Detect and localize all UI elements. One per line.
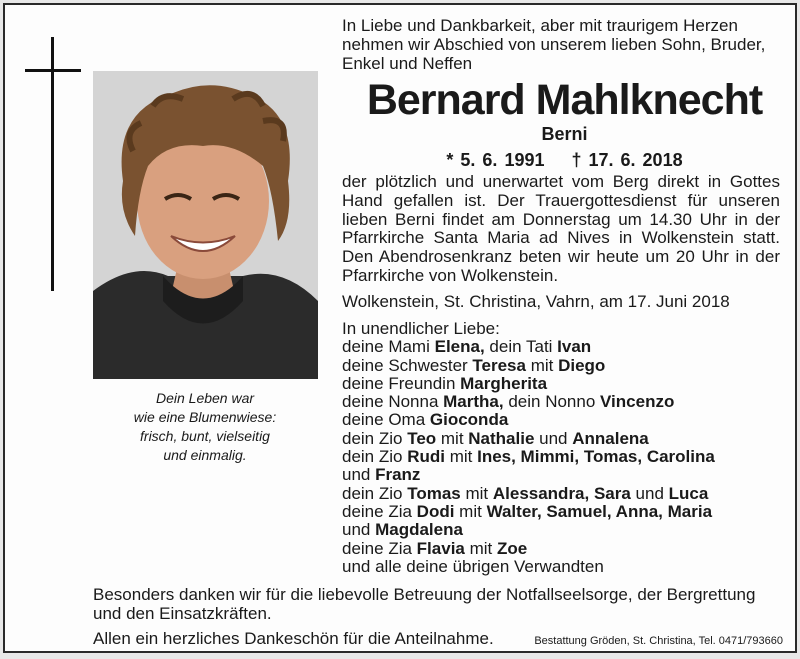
relative-name: Magdalena bbox=[375, 520, 463, 540]
relation: und bbox=[534, 428, 573, 448]
relation: und bbox=[342, 465, 376, 485]
relation: deine Schwester bbox=[342, 355, 473, 375]
relative-name: Ivan bbox=[557, 337, 592, 357]
nickname: Berni bbox=[541, 124, 588, 144]
relation: deine Mami bbox=[342, 337, 435, 357]
family-list bbox=[342, 320, 787, 576]
relative-name: Luca bbox=[668, 483, 709, 503]
relation: und bbox=[342, 520, 376, 540]
family-line bbox=[342, 521, 787, 539]
quote-line: Dein Leben war bbox=[155, 390, 255, 406]
family-lead: In unendlicher Liebe: bbox=[342, 319, 500, 338]
birth-date: * 5. 6. 1991 bbox=[446, 150, 545, 170]
relation: deine Nonna bbox=[342, 392, 444, 412]
family-line bbox=[342, 357, 787, 375]
relative-name: Gioconda bbox=[429, 410, 509, 430]
relation: mit bbox=[454, 501, 487, 521]
relation: dein Zio bbox=[342, 428, 408, 448]
quote-line: frisch, bunt, vielseitig bbox=[140, 428, 270, 444]
relative-name: Walter, Samuel, Anna, Maria bbox=[486, 501, 713, 521]
family-line bbox=[342, 338, 787, 356]
death-notice bbox=[3, 3, 797, 653]
relative-name: Tomas bbox=[407, 483, 461, 503]
relative-name: Teo bbox=[407, 428, 437, 448]
relative-name: Flavia bbox=[416, 538, 465, 558]
cross-icon-vertical bbox=[51, 37, 54, 291]
place-and-date: Wolkenstein, St. Christina, Vahrn, am 17. Juni 2018 bbox=[342, 292, 730, 311]
family-line bbox=[342, 411, 787, 429]
thanks-closing: Allen ein herzliches Dankeschön für die Anteilnahme. bbox=[93, 629, 494, 648]
quote bbox=[109, 389, 301, 465]
quote-line: und einmalig. bbox=[163, 447, 247, 463]
family-closing: und alle deine übrigen Verwandten bbox=[342, 556, 604, 576]
funeral-details: der plötzlich und unerwartet vom Berg direkt in Gottes Hand gefallen ist. Der Trauergottesdienst für unseren lieben Berni findet am Donnerstag um 14.30 Uhr in der Pfarrkirche Santa Maria ad Nives in Wolkenstein statt. Den Abendrosenkranz beten wir heute um 20 Uhr in der Pfarrkirche von Wolkenstein. bbox=[342, 172, 780, 285]
family-line bbox=[342, 503, 787, 521]
relative-name: Ines, Mimmi, Tomas, Carolina bbox=[477, 447, 715, 467]
relation: und bbox=[630, 483, 669, 503]
relation: mit bbox=[460, 483, 493, 503]
relative-name: Teresa bbox=[472, 355, 526, 375]
family-line bbox=[342, 393, 787, 411]
relative-name: Alessandra, Sara bbox=[492, 483, 631, 503]
relation: deine Freundin bbox=[342, 373, 461, 393]
thanks-text: Besonders danken wir für die liebevolle Betreuung der Notfallseelsorge, der Bergrettung und den Einsatzkräften. bbox=[93, 585, 756, 623]
cross-icon-horizontal bbox=[25, 69, 81, 72]
relative-name: Diego bbox=[558, 355, 606, 375]
relative-name: Margherita bbox=[460, 373, 548, 393]
relative-name: Martha, bbox=[443, 392, 504, 412]
relative-name: Nathalie bbox=[468, 428, 535, 448]
family-line bbox=[342, 375, 787, 393]
relation: deine Zia bbox=[342, 538, 417, 558]
death-date: † 17. 6. 2018 bbox=[571, 150, 683, 170]
relation: dein Zio bbox=[342, 483, 408, 503]
family-line bbox=[342, 485, 787, 503]
portrait-illustration bbox=[93, 71, 318, 379]
relation: dein Nonno bbox=[503, 392, 601, 412]
family-line bbox=[342, 448, 787, 466]
family-line bbox=[342, 466, 787, 484]
life-dates bbox=[342, 149, 787, 171]
relative-name: Dodi bbox=[416, 501, 455, 521]
relative-name: Rudi bbox=[407, 447, 445, 467]
relative-name: Vincenzo bbox=[600, 392, 675, 412]
intro-text: In Liebe und Dankbarkeit, aber mit traurigem Herzen nehmen wir Abschied von unserem lieben Sohn, Bruder, Enkel und Neffen bbox=[342, 16, 766, 73]
family-line bbox=[342, 430, 787, 448]
relative-name: Annalena bbox=[572, 428, 649, 448]
relation: mit bbox=[464, 538, 497, 558]
relation: deine Oma bbox=[342, 410, 430, 430]
portrait-photo bbox=[93, 71, 318, 379]
relation: dein Tati bbox=[484, 337, 558, 357]
relation: dein Zio bbox=[342, 447, 408, 467]
relation: mit bbox=[436, 428, 469, 448]
relative-name: Elena, bbox=[434, 337, 485, 357]
deceased-name: Bernard Mahlknecht bbox=[366, 76, 763, 124]
relation: mit bbox=[444, 447, 478, 467]
relative-name: Zoe bbox=[496, 538, 528, 558]
undertaker-info: Bestattung Gröden, St. Christina, Tel. 0471/793660 bbox=[534, 635, 783, 647]
relative-name: Franz bbox=[375, 465, 421, 485]
relation: deine Zia bbox=[342, 501, 417, 521]
family-line bbox=[342, 540, 787, 558]
quote-line: wie eine Blumenwiese: bbox=[133, 409, 277, 425]
relation: mit bbox=[525, 355, 559, 375]
